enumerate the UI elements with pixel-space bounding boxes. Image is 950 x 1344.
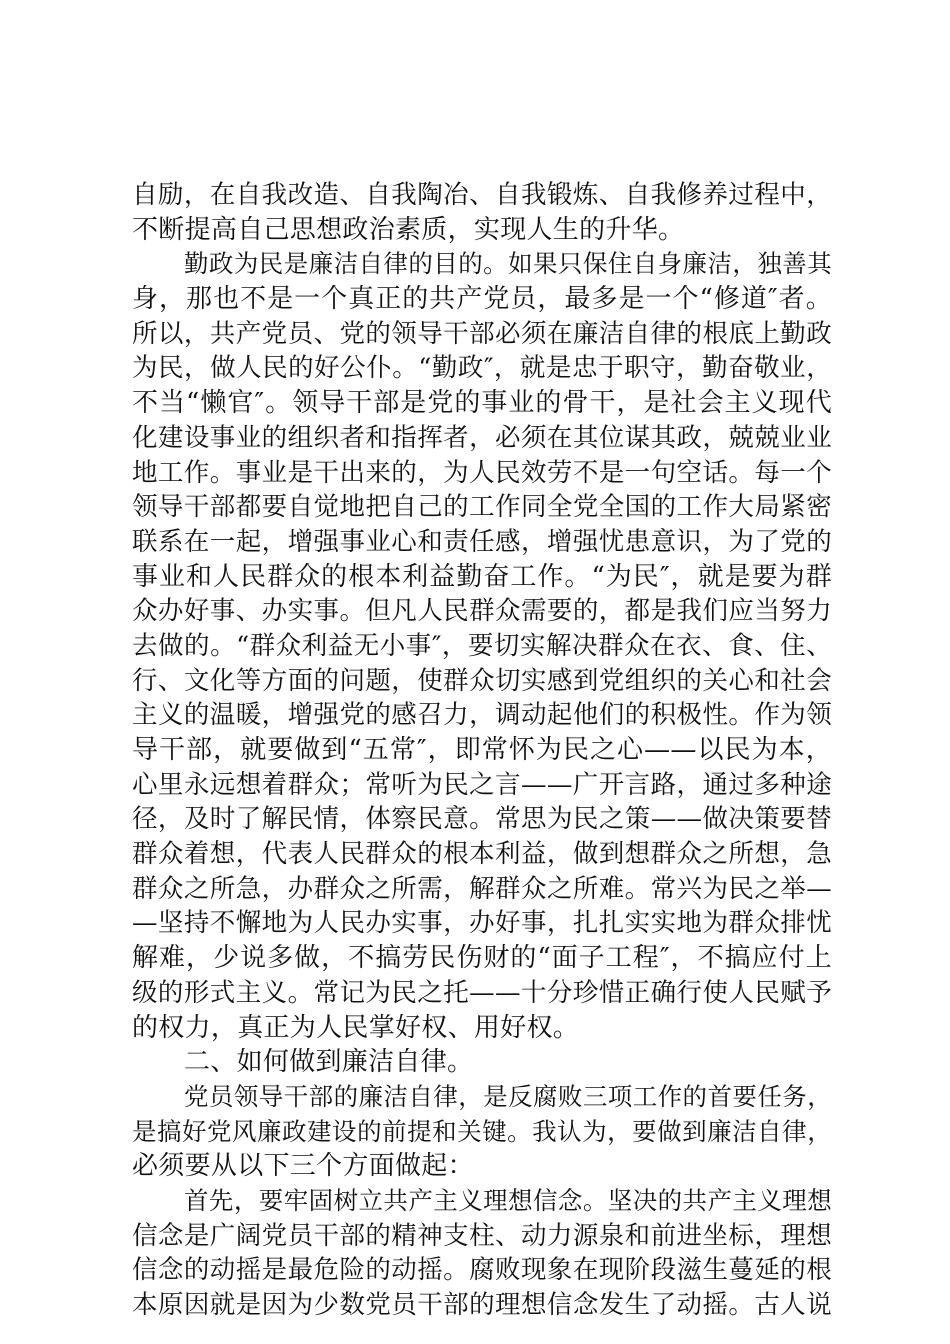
- text-line: 信念的动摇是最危险的动摇。腐败现象在现阶段滋生蔓延的根: [132, 1255, 832, 1286]
- text-line: 党员领导干部的廉洁自律，是反腐败三项工作的首要任务，: [184, 1081, 832, 1111]
- text-line: 去做的。“群众利益无小事″，要切实解决群众在衣、食、住、: [132, 630, 832, 661]
- text-line: 化建设事业的组织者和指挥者，必须在其位谋其政，兢兢业业: [132, 422, 832, 453]
- text-line: 联系在一起，增强事业心和责任感，增强忧患意识，为了党的: [132, 526, 832, 557]
- text-line: 首先，要牢固树立共产主义理想信念。坚决的共产主义理想: [184, 1185, 832, 1215]
- text-line: 导干部，就要做到“五常″，即常怀为民之心——以民为本，: [132, 735, 832, 765]
- text-line: 身，那也不是一个真正的共产党员，最多是一个“修道″者。: [132, 284, 832, 315]
- text-line: 解难，少说多做，不搞劳民伤财的“面子工程″，不搞应付上: [132, 943, 832, 974]
- text-line: 事业和人民群众的根本利益勤奋工作。“为民″，就是要为群: [132, 561, 832, 592]
- text-line: 必须要从以下三个方面做起：: [132, 1151, 474, 1182]
- text-line: 行、文化等方面的问题，使群众切实感到党组织的关心和社会: [132, 665, 832, 696]
- text-line: 领导干部都要自觉地把自己的工作同全党全国的工作大局紧密: [132, 492, 832, 523]
- text-line: 自励，在自我改造、自我陶冶、自我锻炼、自我修养过程中，: [132, 180, 832, 210]
- text-line: 信念是广阔党员干部的精神支柱、动力源泉和前进坐标，理想: [132, 1220, 832, 1251]
- text-line: 为民，做人民的好公仆。“勤政″，就是忠于职守，勤奋敬业，: [132, 353, 832, 384]
- text-line: 级的形式主义。常记为民之托——十分珍惜正确行使人民赋予: [132, 977, 832, 1008]
- text-line: 不当“懒官″。领导干部是党的事业的骨干，是社会主义现代: [132, 388, 832, 419]
- text-line: 群众之所急，办群众之所需，解群众之所难。常兴为民之举—: [132, 873, 832, 904]
- text-line: 不断提高自己思想政治素质，实现人生的升华。: [132, 214, 685, 245]
- text-line: 主义的温暖，增强党的感召力，调动起他们的积极性。作为领: [132, 700, 832, 731]
- text-line: 地工作。事业是干出来的，为人民效劳不是一句空话。每一个: [132, 457, 832, 488]
- text-line: 径，及时了解民情，体察民意。常思为民之策——做决策要替: [132, 804, 832, 835]
- text-line: 二、如何做到廉洁自律。: [184, 1047, 474, 1078]
- text-line: 本原因就是因为少数党员干部的理想信念发生了动摇。古人说: [132, 1290, 832, 1320]
- text-line: 是搞好党风廉政建设的前提和关键。我认为，要做到廉洁自律，: [132, 1116, 832, 1146]
- text-line: 心里永远想着群众；常听为民之言——广开言路，通过多种途: [132, 769, 832, 800]
- text-line: 群众着想，代表人民群众的根本利益，做到想群众之所想，急: [132, 839, 832, 870]
- document-body: [132, 178, 832, 1323]
- text-line: 众办好事、办实事。但凡人民群众需要的，都是我们应当努力: [132, 596, 832, 627]
- text-line: —坚持不懈地为人民办实事，办好事，扎扎实实地为群众排忧: [132, 908, 832, 939]
- text-line: 所以，共产党员、党的领导干部必须在廉洁自律的根底上勤政: [132, 318, 832, 349]
- text-line: 勤政为民是廉洁自律的目的。如果只保住自身廉洁，独善其: [184, 249, 832, 279]
- text-line: 的权力，真正为人民掌好权、用好权。: [132, 1012, 580, 1043]
